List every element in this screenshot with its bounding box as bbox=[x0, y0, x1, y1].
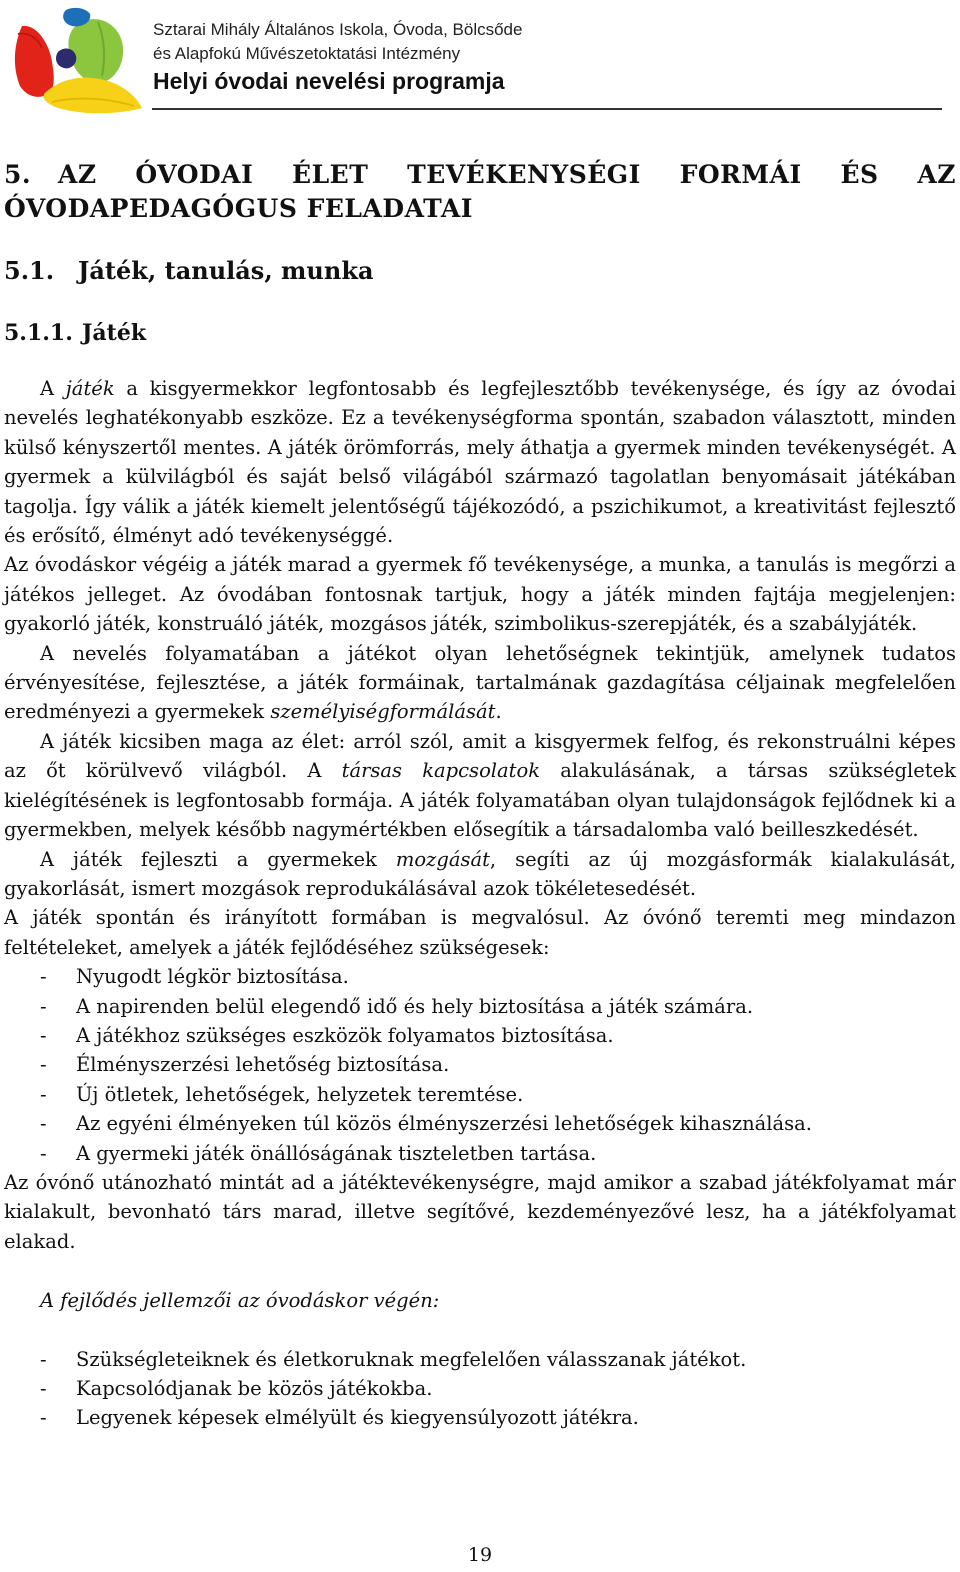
list-item-text: Az egyéni élményeken túl közös élményszerzési lehetőségek kihasználása. bbox=[76, 1112, 812, 1136]
document-title: Helyi óvodai nevelési programja bbox=[153, 68, 505, 94]
chapter-title-line2: ÓVODAPEDAGÓGUS FELADATAI bbox=[4, 194, 473, 223]
list-item-text: A játékhoz szükséges eszközök folyamatos biztosítása. bbox=[76, 1023, 614, 1047]
list-item-text: A gyermeki játék önállóságának tiszteletben tartása. bbox=[76, 1141, 597, 1165]
list-item-text: A napirenden belül elegendő idő és hely biztosítása a játék számára. bbox=[76, 994, 754, 1018]
text-run: a kisgyermekkor legfontosabb és legfejlesztőbb tevékenysége, és így az óvodai nevelés leghatékonyabb eszköze. Ez a tevékenységforma spontán, szabadon választott, minden külső kényszertől mentes. A játék örömforrás, mely áthatja a gyermek minden tevékenységét. A gyermek a külvilágból és saját belső világából származó tagolatlan benyomásait játékában tagolja. Így válik a játék kiemelt jelentőségű tájékozódó, a pszichikumot, a kreativitást fejlesztő és erősítő, élményt adó tevékenységgé. bbox=[4, 377, 956, 548]
development-subheading: A fejlődés jellemzői az óvodáskor végén: bbox=[40, 1289, 440, 1313]
paragraph-2: Az óvodáskor végéig a játék marad a gyermek fő tevékenysége, a munka, a tanulás is megőrzi a játékos jelleget. Az óvodában fontosnak tartjuk, hogy a játék minden fajtája megjelenjen: gyakorló játék, konstruáló játék, mozgásos játék, szimbolikus-szerepjáték, és a szabályjáték. bbox=[4, 553, 956, 636]
chapter-heading-line2 bbox=[4, 192, 956, 226]
dash-bullet: - bbox=[40, 1406, 47, 1430]
paragraph-5 bbox=[4, 845, 956, 904]
chapter-title-line1: AZ ÓVODAI ÉLET TEVÉKENYSÉGI FORMÁI ÉS AZ bbox=[58, 160, 956, 189]
section-title: Játék, tanulás, munka bbox=[78, 256, 374, 285]
emphasis: társas kapcsolatok bbox=[341, 759, 541, 783]
dash-bullet: - bbox=[40, 1141, 47, 1165]
dash-bullet: - bbox=[40, 965, 47, 989]
header-divider bbox=[152, 108, 942, 110]
school-logo bbox=[8, 4, 148, 116]
section-number: 5.1. bbox=[4, 256, 55, 285]
list-item bbox=[4, 1403, 956, 1432]
list-item-text: Szükségleteiknek és életkoruknak megfelelően válasszanak játékot. bbox=[76, 1347, 747, 1371]
emphasis: személyiségformálását bbox=[270, 700, 496, 724]
emphasis: játék bbox=[65, 377, 115, 400]
dash-bullet: - bbox=[40, 1053, 47, 1077]
text-run: . bbox=[495, 700, 502, 724]
text-run: , segíti az új mozgásformák kialakulását, gyakorlását, ismert mozgások reprodukálásával azok tökéletesedését. bbox=[4, 847, 956, 900]
development-list bbox=[4, 1345, 956, 1433]
list-item-text: Legyenek képesek elmélyült és kiegyensúlyozott játékra. bbox=[76, 1406, 639, 1430]
paragraph-3 bbox=[4, 639, 956, 727]
section-heading bbox=[4, 254, 956, 288]
list-item-text: Nyugodt légkör biztosítása. bbox=[76, 965, 349, 989]
institution-name-line1: Sztarai Mihály Általános Iskola, Óvoda, Bölcsőde bbox=[153, 20, 523, 39]
list-item bbox=[4, 1080, 956, 1109]
list-item bbox=[4, 1345, 956, 1374]
list-item bbox=[4, 1139, 956, 1168]
paragraph-4 bbox=[4, 727, 956, 845]
subsection-title: Játék bbox=[82, 320, 147, 346]
list-item-text: Kapcsolódjanak be közös játékokba. bbox=[76, 1377, 433, 1400]
list-item bbox=[4, 1021, 956, 1050]
page-header bbox=[0, 0, 960, 112]
paragraph-6: A játék spontán és irányított formában is megvalósul. Az óvónő teremti meg mindazon feltételeket, amelyek a játék fejlődéséhez szükségesek: bbox=[4, 906, 956, 959]
dash-bullet: - bbox=[40, 1112, 47, 1136]
list-item bbox=[4, 992, 956, 1021]
chapter-heading-line1 bbox=[4, 158, 956, 192]
chapter-number: 5. bbox=[4, 160, 32, 189]
paragraph-1 bbox=[4, 374, 956, 550]
text-run: A bbox=[40, 377, 66, 400]
dash-bullet: - bbox=[40, 1023, 47, 1047]
dash-bullet: - bbox=[40, 1082, 47, 1106]
dash-bullet: - bbox=[40, 1377, 47, 1400]
text-run: A nevelés folyamatában a játékot olyan lehetőségnek tekintjük, amelynek tudatos érvényesítése, fejlesztése, a játék formáinak, tartalmának gazdagítása céljainak megfelelően eredményezi a gyermekek bbox=[4, 641, 956, 724]
conditions-list bbox=[4, 962, 956, 1168]
institution-name-line2: és Alapfokú Művészetoktatási Intézmény bbox=[153, 44, 461, 63]
dash-bullet: - bbox=[40, 1347, 47, 1371]
dash-bullet: - bbox=[40, 994, 47, 1018]
list-item-text: Élményszerzési lehetőség biztosítása. bbox=[76, 1053, 450, 1077]
list-item-text: Új ötletek, lehetőségek, helyzetek teremtése. bbox=[76, 1082, 524, 1106]
text-run: A játék fejleszti a gyermekek bbox=[40, 847, 396, 871]
list-item bbox=[4, 1109, 956, 1138]
subsection-heading bbox=[4, 318, 956, 348]
page-content bbox=[4, 158, 956, 1433]
subsection-number: 5.1.1. bbox=[4, 320, 73, 346]
text-run: A játék kicsiben maga az élet: arról szól, amit a kisgyermek felfog, és rekonstruálni képes az őt körülvevő világból. A bbox=[4, 729, 956, 783]
paragraph-7: Az óvónő utánozható mintát ad a játéktevékenységre, majd amikor a szabad játékfolyamat már kialakult, bevonható társ marad, illetve segítővé, kezdeményezővé lesz, ha a játékfolyamat elakad. bbox=[4, 1170, 956, 1253]
emphasis: mozgását bbox=[395, 847, 490, 871]
page-number: 19 bbox=[467, 1544, 493, 1566]
list-item bbox=[4, 1374, 956, 1403]
list-item bbox=[4, 1050, 956, 1079]
list-item bbox=[4, 962, 956, 991]
text-run: alakulásának, a társas szükségletek kielégítésének is legfontosabb formája. A játék folyamatában olyan tulajdonságok fejlődnek ki a gyermekben, melyek később nagymértékben elősegítik a társadalomba való beilleszkedését. bbox=[4, 759, 956, 842]
